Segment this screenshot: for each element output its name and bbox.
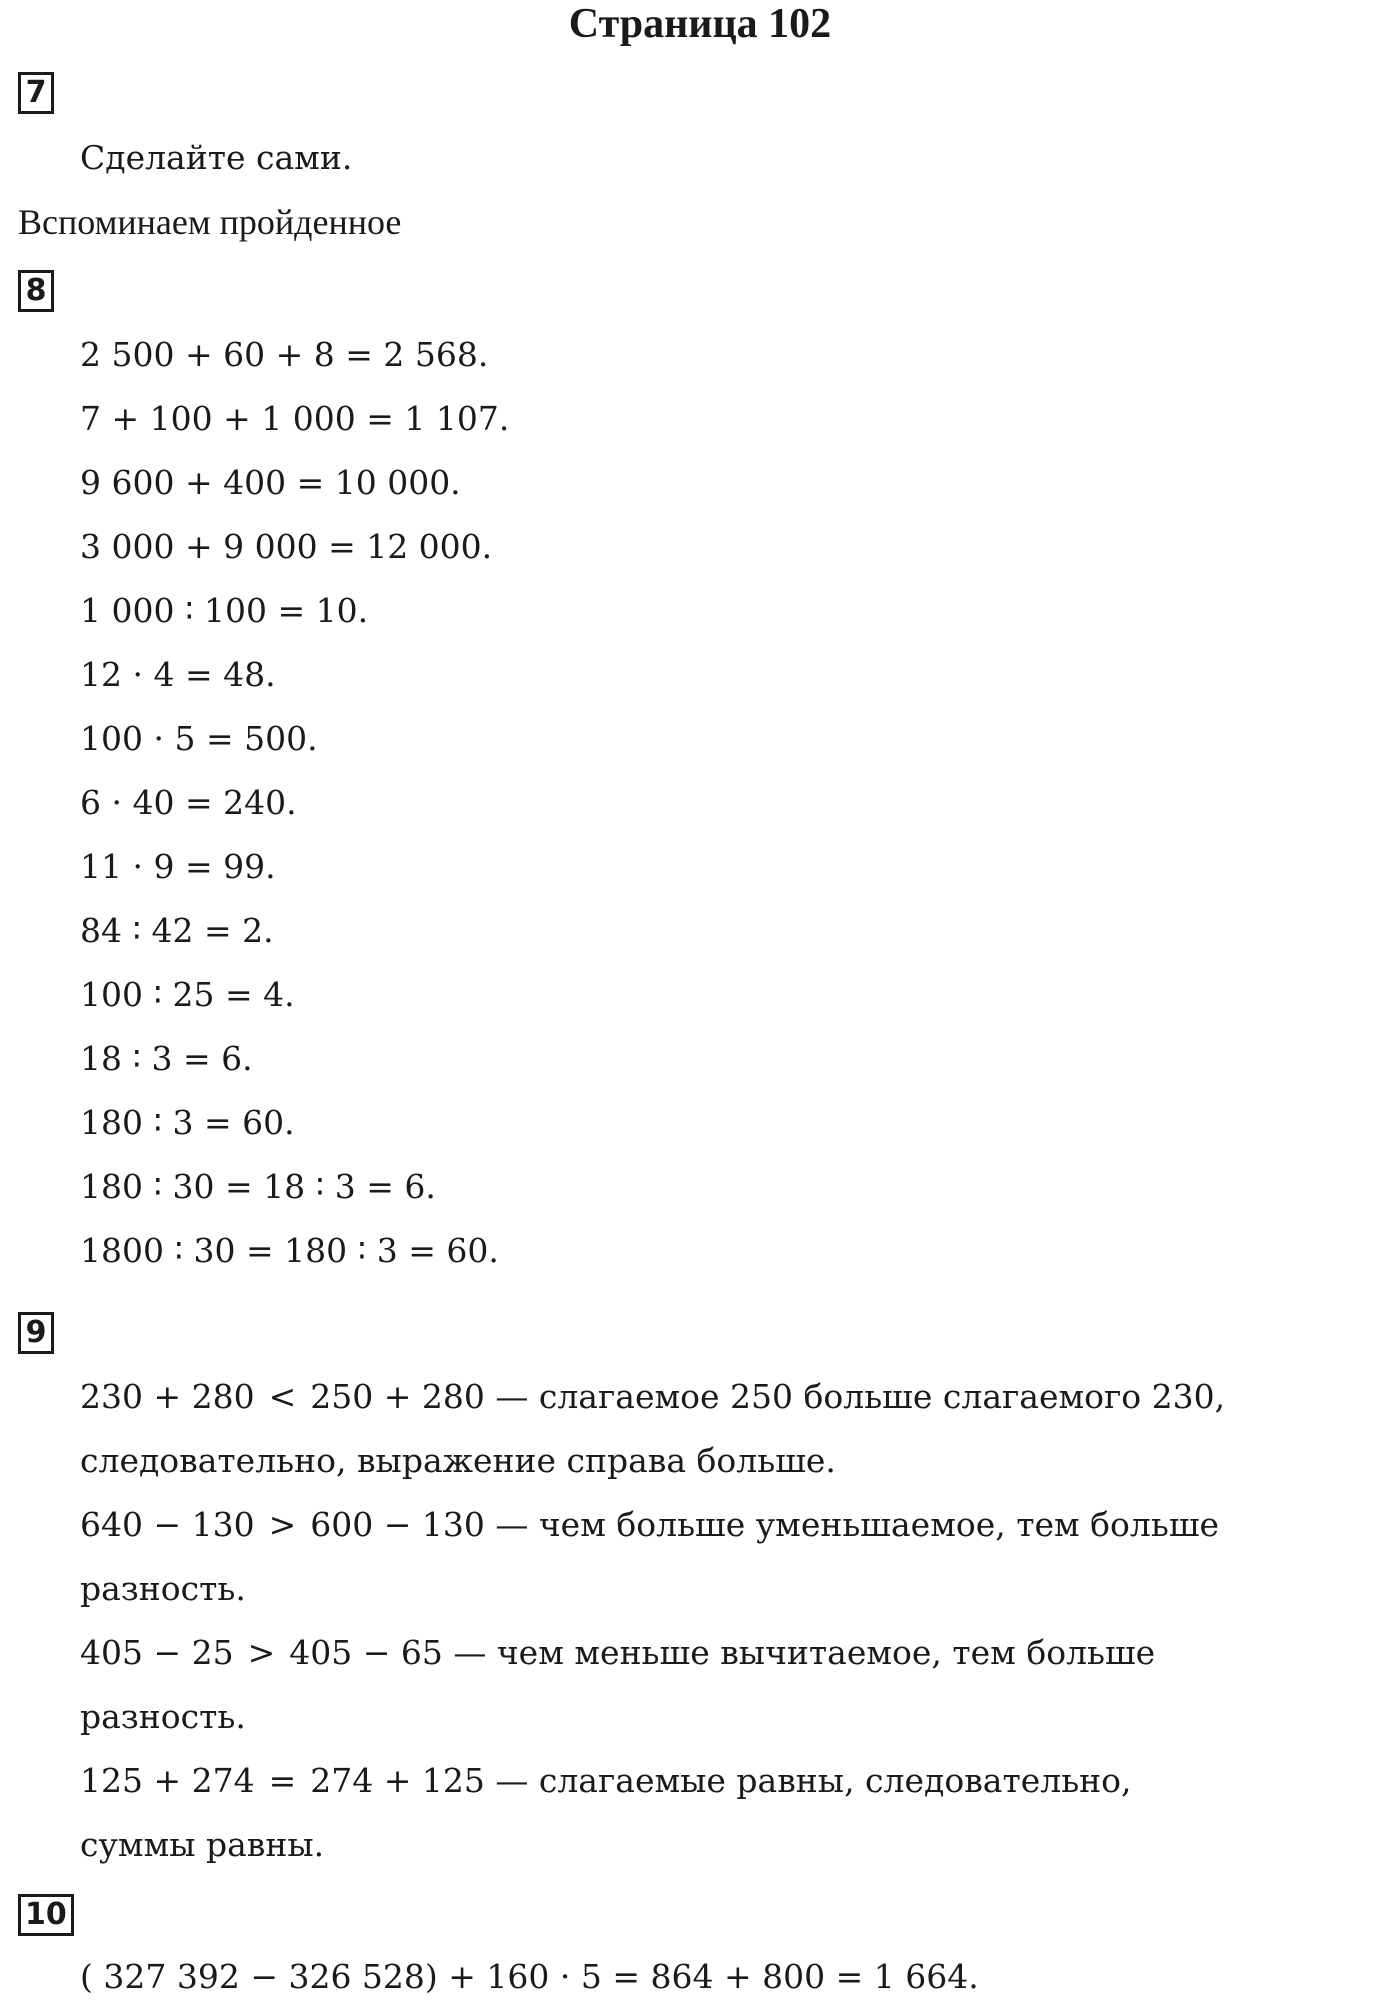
equation-line: ( 327 392 − 326 528) + 160 · 5 = 864 + 800 = 1 664. bbox=[80, 1957, 979, 1996]
comparison-sign: = bbox=[268, 1761, 297, 1800]
equation-line: 11 · 9 = 99. bbox=[80, 847, 276, 886]
equation-line: 2 500 + 60 + 8 = 2 568. bbox=[80, 335, 489, 374]
comparison-line bbox=[80, 1633, 1155, 1673]
comparison-line bbox=[80, 1505, 1219, 1545]
comparison-right: 274 + 125 bbox=[310, 1761, 485, 1800]
equation-line: 84 ∶ 42 = 2. bbox=[80, 911, 274, 950]
equation-line: 7 + 100 + 1 000 = 1 107. bbox=[80, 399, 510, 438]
task-number-badge-7: 7 bbox=[18, 72, 54, 114]
task-number-badge-9: 9 bbox=[18, 1312, 54, 1354]
equation-line: 3 000 + 9 000 = 12 000. bbox=[80, 527, 493, 566]
comparison-explanation: — чем меньше вычитаемое, тем больше bbox=[453, 1633, 1156, 1672]
comparison-continuation: суммы равны. bbox=[80, 1825, 325, 1864]
comparison-sign: > bbox=[247, 1633, 276, 1672]
review-section-heading: Вспоминаем пройденное bbox=[18, 202, 402, 242]
equation-line: 1 000 ∶ 100 = 10. bbox=[80, 591, 369, 630]
equation-line: 18 ∶ 3 = 6. bbox=[80, 1039, 253, 1078]
comparison-sign: < bbox=[268, 1377, 297, 1416]
equation-line: 180 ∶ 30 = 18 ∶ 3 = 6. bbox=[80, 1167, 436, 1206]
comparison-right: 600 − 130 bbox=[310, 1505, 485, 1544]
comparison-right: 250 + 280 bbox=[310, 1377, 485, 1416]
equation-line: 6 · 40 = 240. bbox=[80, 783, 297, 822]
comparison-explanation: — слагаемое 250 больше слагаемого 230, bbox=[495, 1377, 1226, 1416]
comparison-left: 125 + 274 bbox=[80, 1761, 255, 1800]
comparison-left: 640 − 130 bbox=[80, 1505, 255, 1544]
equation-line: 180 ∶ 3 = 60. bbox=[80, 1103, 295, 1142]
page-title: Страница 102 bbox=[568, 1, 832, 47]
comparison-left: 230 + 280 bbox=[80, 1377, 255, 1416]
comparison-line bbox=[80, 1761, 1132, 1801]
comparison-continuation: разность. bbox=[80, 1569, 246, 1608]
comparison-continuation: разность. bbox=[80, 1697, 246, 1736]
comparison-left: 405 − 25 bbox=[80, 1633, 234, 1672]
task-number-badge-10: 10 bbox=[18, 1894, 74, 1936]
equation-line: 9 600 + 400 = 10 000. bbox=[80, 463, 461, 502]
comparison-explanation: — чем больше уменьшаемое, тем больше bbox=[495, 1505, 1220, 1544]
comparison-continuation: следовательно, выражение справа больше. bbox=[80, 1441, 836, 1480]
comparison-right: 405 − 65 bbox=[289, 1633, 443, 1672]
task-7-text: Сделайте сами. bbox=[80, 138, 353, 177]
equation-line: 100 ∶ 25 = 4. bbox=[80, 975, 295, 1014]
comparison-sign: > bbox=[268, 1505, 297, 1544]
comparison-explanation: — слагаемые равны, следовательно, bbox=[495, 1761, 1132, 1800]
equation-line: 1800 ∶ 30 = 180 ∶ 3 = 60. bbox=[80, 1231, 499, 1270]
equation-line: 12 · 4 = 48. bbox=[80, 655, 276, 694]
comparison-line bbox=[80, 1377, 1225, 1417]
task-number-badge-8: 8 bbox=[18, 270, 54, 312]
equation-line: 100 · 5 = 500. bbox=[80, 719, 318, 758]
